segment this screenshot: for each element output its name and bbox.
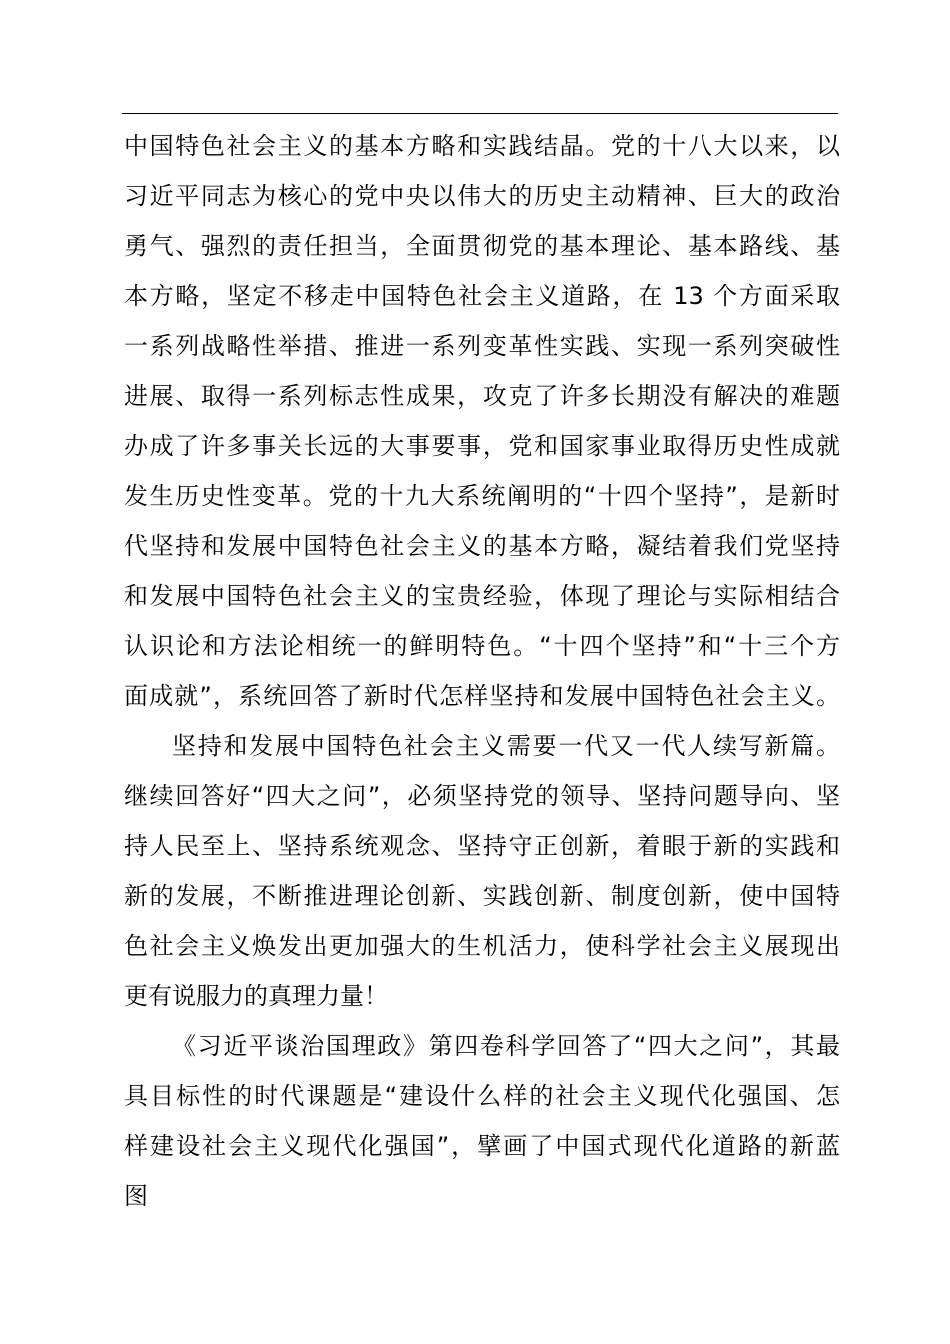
text-line: 认识论和方法论相统一的鲜明特色。“十四个坚持”和“十三个方	[124, 632, 840, 660]
text-line: 新的发展，不断推进理论创新、实践创新、制度创新，使中国特	[124, 882, 840, 910]
text-line: 办成了许多事关长远的大事要事，党和国家事业取得历史性成就	[124, 432, 840, 460]
text-line: 中国特色社会主义的基本方略和实践结晶。党的十八大以来，以	[124, 132, 840, 160]
text-line: 一系列战略性举措、推进一系列变革性实践、实现一系列突破性	[124, 332, 840, 360]
header-rule	[122, 113, 838, 114]
paragraph-first-line: 坚持和发展中国特色社会主义需要一代又一代人续写新篇。	[172, 732, 840, 760]
text-line: 具目标性的时代课题是“建设什么样的社会主义现代化强国、怎	[124, 1082, 840, 1110]
paragraph-last-line: 更有说服力的真理力量！	[124, 982, 388, 1010]
text-line: 勇气、强烈的责任担当，全面贯彻党的基本理论、基本路线、基	[124, 232, 840, 260]
text-line: 面成就”，系统回答了新时代怎样坚持和发展中国特色社会主义。	[124, 682, 840, 710]
text-line: 继续回答好“四大之问”，必须坚持党的领导、坚持问题导向、坚	[124, 782, 840, 810]
text-line: 代坚持和发展中国特色社会主义的基本方略，凝结着我们党坚持	[124, 532, 840, 560]
document-body	[124, 121, 840, 1221]
paragraph-first-line: 《习近平谈治国理政》第四卷科学回答了“四大之问”，其最	[172, 1032, 840, 1060]
text-line: 习近平同志为核心的党中央以伟大的历史主动精神、巨大的政治	[124, 182, 840, 210]
text-line: 进展、取得一系列标志性成果，攻克了许多长期没有解决的难题	[124, 382, 840, 410]
text-line: 发生历史性变革。党的十九大系统阐明的“十四个坚持”，是新时	[124, 482, 840, 510]
paragraph-last-line: 图	[124, 1182, 148, 1210]
text-line: 和发展中国特色社会主义的宝贵经验，体现了理论与实际相结合	[124, 582, 840, 610]
text-line: 色社会主义焕发出更加强大的生机活力，使科学社会主义展现出	[124, 932, 840, 960]
text-line: 持人民至上、坚持系统观念、坚持守正创新，着眼于新的实践和	[124, 832, 840, 860]
text-line: 样建设社会主义现代化强国”，擘画了中国式现代化道路的新蓝	[124, 1132, 840, 1160]
text-line: 本方略，坚定不移走中国特色社会主义道路，在 13 个方面采取	[124, 282, 840, 310]
